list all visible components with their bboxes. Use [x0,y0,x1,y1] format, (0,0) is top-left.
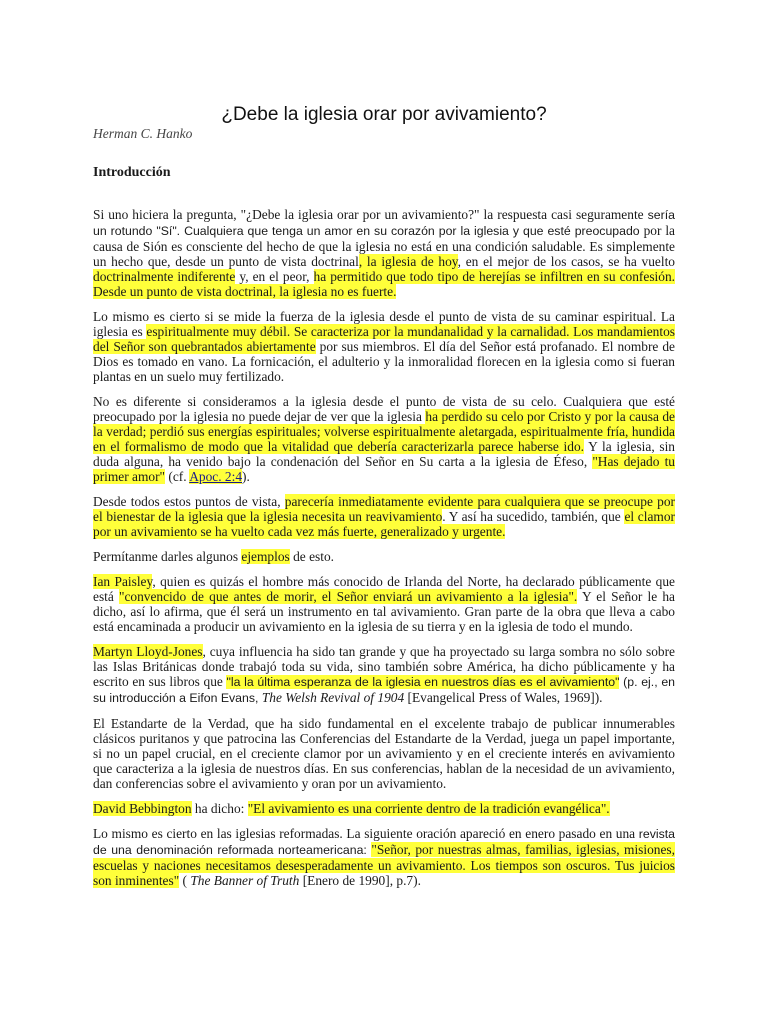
highlighted-quote: "la la última esperanza de la iglesia en nuestros días es el avivamiento" [226,675,620,689]
paragraph-2 [93,309,675,384]
text: [Evangelical Press of Wales, 1969]). [404,690,603,705]
highlighted-text: el clamor por un avivamiento se ha vuelto cada vez más fuerte, generalizado y urgente. [93,509,675,539]
paragraph-8 [93,716,675,791]
text: Y la iglesia, sin duda alguna, ha venido bajo la condenación del Señor en Su carta a la iglesia de Éfeso, [93,439,675,469]
highlighted-text: ha permitido que todo tipo de herejías se infiltren en su confesión. Desde un punto de vista doctrinal, la iglesia no es fuerte. [93,269,676,299]
text: Si uno hiciera la pregunta, "¿Debe la iglesia orar por un avivamiento?" la respuesta casi seguramente [93,207,644,222]
text: por sus miembros. El día del Señor está profanado. El nombre de Dios es tomado en vano. La fornicación, el adulterio y la inmoralidad florecen en la iglesia como si fueran plantas en un suelo muy fertilizado. [93,339,675,384]
paragraph-3 [93,394,675,484]
highlighted-name: Martyn Lloyd-Jones [93,644,203,659]
highlighted-text: espiritualmente muy débil. Se caracteriza por la mundanalidad y la carnalidad. Los mandamientos del Señor son quebrantados abiertamente [93,324,675,354]
highlighted-name: David Bebbington [93,801,192,816]
text: [Enero de 1990], p.7). [299,873,421,888]
book-title: The Welsh Revival of 1904 [261,690,405,705]
highlighted-quote: "Señor, por nuestras almas, familias, iglesias, misiones, escuelas y naciones necesitamos desesperadamente un avivamiento. Los tiempos son oscuros. Tus juicios son inminentes" [93,842,675,888]
text: Lo mismo es cierto en las iglesias reformadas. La siguiente oración apareció en enero pasado en una [93,826,636,841]
text: Y el Señor le ha dicho, así lo afirma, que él será un instrumento en tal avivamiento. Gran parte de la obra que lleva a cabo está encaminada a producir un avivamiento en la iglesia de su tierra y en la iglesia de todo el mundo. [93,589,675,634]
text: Permítanme darles algunos [93,549,242,564]
text: ). [242,469,250,484]
highlighted-quote: "El avivamiento es una corriente dentro de la tradición evangélica". [247,801,610,816]
section-heading: Introducción [93,165,171,180]
text: y, en el peor, [235,269,314,284]
text: , quien es quizás el hombre más conocido de Irlanda del Norte, ha declarado públicamente que está [93,574,675,604]
text: El Estandarte de la Verdad, que ha sido fundamental en el excelente trabajo de publicar innumerables clásicos puritanos y que patrocina las Conferencias del Estandarte de la Verdad, juega un papel importante, si no un papel crucial, en el creciente clamor por un avivamiento y en el creciente interés en avivamiento que caracteriza a la iglesia de nuestros días. En sus conferencias, hablan de la necesidad de un avivamiento, dan conferencias sobre el avivamiento y oran por un avivamiento. [93,716,675,791]
text: Lo mismo es cierto si se mide la fuerza de la iglesia desde el punto de vista de su caminar espiritual. La iglesia es [93,309,675,339]
highlighted-text: , la iglesia de hoy [358,254,458,269]
text: revista de una denominación reformada norteamericana: [93,827,675,857]
text: , cuya influencia ha sido tan grande y que ha proyectado su larga sombra no sólo sobre las Islas Británicas donde trabajó toda su vida, sino también sobre América, ha dicho públicamente y ha escrito en sus libros que [93,644,675,689]
text: Desde todos estos puntos de vista, [93,494,285,509]
paragraph-9 [93,801,675,816]
text: de esto. [289,549,335,564]
text: (p. ej., en su introducción a Eifon Evans, [93,675,675,705]
highlighted-text: ejemplos [241,549,290,564]
document-body [93,207,675,898]
paragraph-5 [93,549,675,564]
highlighted-text: parecería inmediatamente evidente para cualquiera que se preocupe por el bienestar de la iglesia que la iglesia necesita un reavivamiento [93,494,675,524]
text: ( [179,873,191,888]
paragraph-4 [93,494,675,539]
text: No es diferente si consideramos a la iglesia desde el punto de vista de su celo. Cualquiera que esté preocupado por la iglesia no puede dejar de ver que la iglesia [93,394,675,424]
text: por la causa de Sión es consciente del hecho de que la iglesia no está en una condición saludable. Es simplemente un hecho que, desde un punto de vista doctrinal [93,223,675,269]
text: . Y así ha sucedido, también, que [442,509,625,524]
paragraph-7 [93,644,675,706]
text: , en el mejor de los casos, se ha vuelto [457,254,675,269]
highlighted-text: ha perdido su celo por Cristo y por la causa de la verdad; perdió sus energías espirituales; volverse espiritualmente aletargada, espiritualmente fría, hundida en el formalismo de modo que la vitalidad que debería caracterizarla parece haberse ido. [93,409,675,454]
author-name: Herman C. Hanko [93,126,193,141]
paragraph-10 [93,826,675,888]
text: ha dicho: [191,801,248,816]
paragraph-6 [93,574,675,634]
book-title: The Banner of Truth [190,873,300,888]
text: (cf. [165,469,190,484]
highlighted-quote: "convencido de que antes de morir, el Señor enviará un avivamiento a la iglesia". [118,589,578,604]
paragraph-1 [93,207,675,299]
highlighted-name: Ian Paisley [93,574,153,589]
highlighted-text: doctrinalmente indiferente [93,269,236,284]
text: sería un rotundo "Sí". Cualquiera que tenga un amor en su corazón por la iglesia y que esté preocupado [93,208,675,238]
highlighted-quote: "Has dejado tu primer amor" [93,454,675,484]
scripture-link[interactable]: Apoc. 2:4 [189,469,243,484]
document-title: ¿Debe la iglesia orar por avivamiento? [221,104,547,125]
